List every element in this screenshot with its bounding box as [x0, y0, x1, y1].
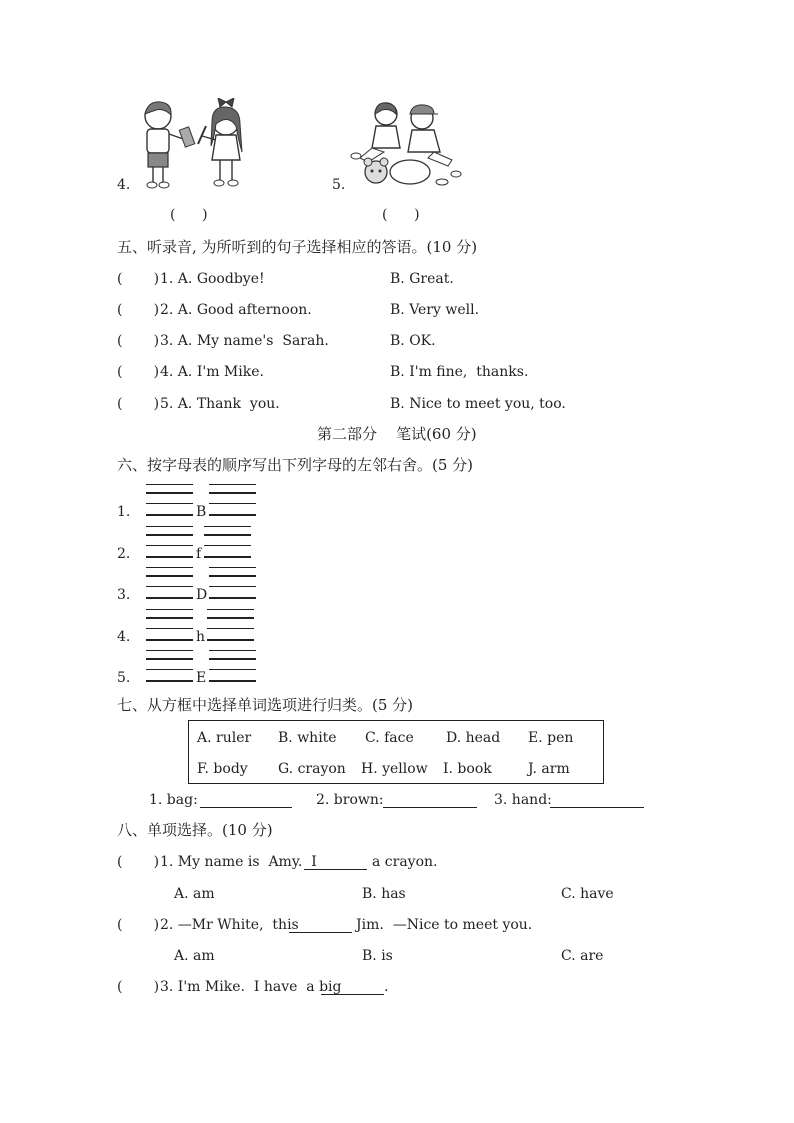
s8-q2-blank[interactable] — [289, 918, 352, 933]
s5-q1-option-a: 1. A. Goodbye! — [160, 271, 265, 287]
s5-q2-option-b: B. Very well. — [390, 302, 480, 318]
s5-q4-option-a: 4. A. I'm Mike. — [160, 364, 264, 380]
s8-q1-stem-end: a crayon. — [372, 854, 438, 870]
s8-q2-stem-end: Jim. —Nice to meet you. — [356, 917, 533, 933]
category-3-blank[interactable] — [550, 793, 644, 808]
s8-q3-stem-start: 3. I'm Mike. I have a big — [160, 979, 342, 995]
s6-item5-letter: E — [196, 670, 207, 686]
s6-item2-letter: f — [196, 546, 202, 562]
box-option-g: G. crayon — [278, 761, 346, 777]
category-1-label: 1. bag: — [149, 792, 198, 808]
s5-q5-paren[interactable]: ( ) — [117, 396, 160, 412]
s8-q2-paren[interactable]: ( ) — [117, 917, 160, 933]
picture-4-number: 4. — [117, 177, 131, 193]
s5-q1-paren[interactable]: ( ) — [117, 271, 160, 287]
children-exchanging-items-illustration — [134, 98, 256, 190]
picture-4-answer-paren[interactable]: ( ) — [170, 207, 208, 223]
category-2-label: 2. brown: — [316, 792, 384, 808]
s5-q3-option-b: B. OK. — [390, 333, 436, 349]
s5-q3-paren[interactable]: ( ) — [117, 333, 160, 349]
box-option-h: H. yellow — [361, 761, 428, 777]
box-option-i: I. book — [443, 761, 492, 777]
s6-item2-number: 2. — [117, 546, 131, 562]
s8-q1-blank[interactable] — [304, 855, 367, 870]
s5-q4-paren[interactable]: ( ) — [117, 364, 160, 380]
s5-q2-paren[interactable]: ( ) — [117, 302, 160, 318]
section8-heading: 八、单项选择。(10 分) — [117, 821, 273, 839]
category-3-label: 3. hand: — [494, 792, 552, 808]
s8-q3-blank[interactable] — [321, 980, 384, 995]
box-option-b: B. white — [278, 730, 337, 746]
s5-q4-option-b: B. I'm fine, thanks. — [390, 364, 529, 380]
s5-q1-option-b: B. Great. — [390, 271, 454, 287]
s6-item4-letter: h — [196, 629, 206, 645]
s8-q3-paren[interactable]: ( ) — [117, 979, 160, 995]
category-1-blank[interactable] — [200, 793, 292, 808]
s8-q1-stem-start: 1. My name is Amy. I — [160, 854, 317, 870]
s5-q5-option-a: 5. A. Thank you. — [160, 396, 280, 412]
picture-5-answer-paren[interactable]: ( ) — [382, 207, 420, 223]
s8-q1-option-b: B. has — [362, 886, 406, 902]
s6-item1-number: 1. — [117, 504, 131, 520]
section7-heading: 七、从方框中选择单词选项进行归类。(5 分) — [117, 696, 414, 714]
s8-q2-stem-start: 2. —Mr White, this — [160, 917, 299, 933]
s6-item4-number: 4. — [117, 629, 131, 645]
section6-heading: 六、按字母表的顺序写出下列字母的左邻右舍。(5 分) — [117, 456, 474, 474]
s8-q2-option-b: B. is — [362, 948, 393, 964]
box-option-f: F. body — [197, 761, 248, 777]
s8-q3-stem-end: . — [384, 979, 389, 995]
s8-q2-option-c: C. are — [561, 948, 604, 964]
s6-item3-letter: D — [196, 587, 208, 603]
s8-q1-paren[interactable]: ( ) — [117, 854, 160, 870]
children-playing-with-toys-illustration — [348, 100, 462, 192]
s6-item3-number: 3. — [117, 587, 131, 603]
section5-heading: 五、听录音, 为所听到的句子选择相应的答语。(10 分) — [117, 238, 478, 256]
box-option-d: D. head — [446, 730, 501, 746]
s8-q1-option-a: A. am — [174, 886, 215, 902]
box-option-a: A. ruler — [197, 730, 252, 746]
picture-5-number: 5. — [332, 177, 346, 193]
s6-item1-letter: B — [196, 504, 207, 520]
box-option-c: C. face — [365, 730, 414, 746]
s8-q2-option-a: A. am — [174, 948, 215, 964]
box-option-e: E. pen — [528, 730, 574, 746]
s6-item5-number: 5. — [117, 670, 131, 686]
s5-q2-option-a: 2. A. Good afternoon. — [160, 302, 312, 318]
category-2-blank[interactable] — [383, 793, 477, 808]
s5-q5-option-b: B. Nice to meet you, too. — [390, 396, 566, 412]
s5-q3-option-a: 3. A. My name's Sarah. — [160, 333, 329, 349]
box-option-j: J. arm — [528, 761, 570, 777]
part2-title: 第二部分 笔试(60 分) — [317, 425, 477, 443]
s8-q1-option-c: C. have — [561, 886, 614, 902]
